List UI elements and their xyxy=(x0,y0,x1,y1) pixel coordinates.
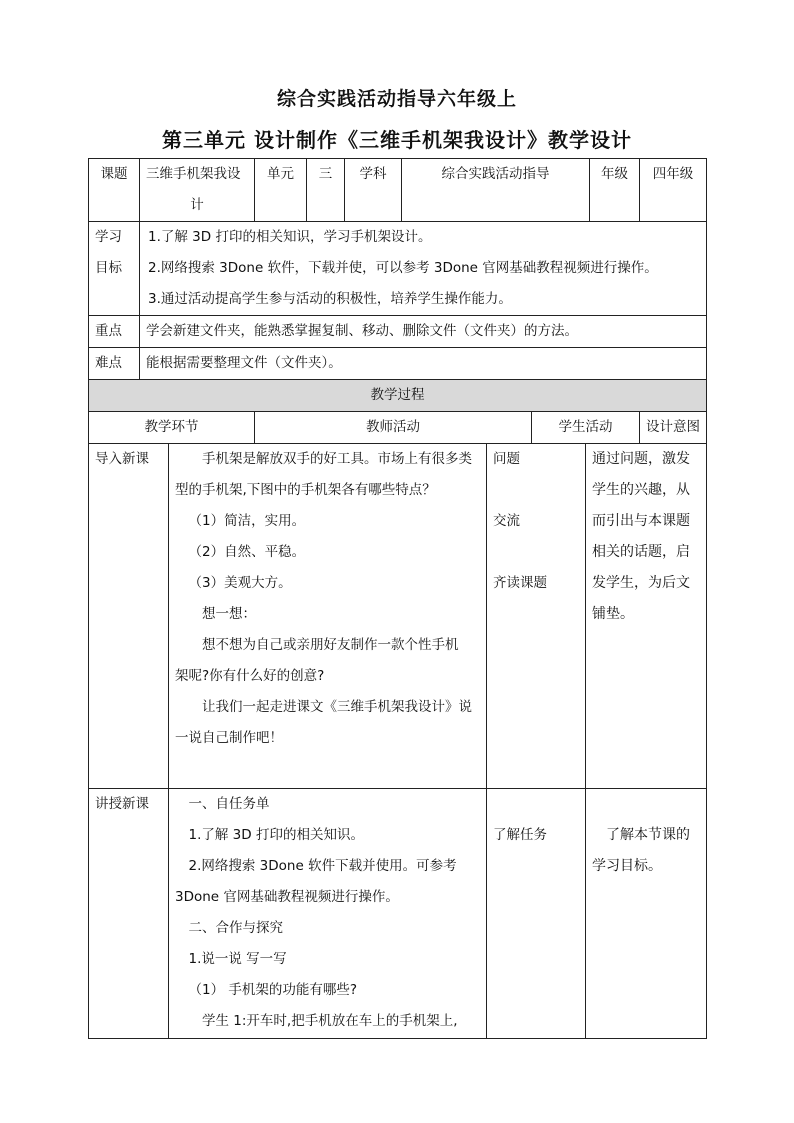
intro-teacher xyxy=(169,444,487,789)
student-activity: 问题 xyxy=(493,451,520,467)
teacher-line: 让我们一起走进课文《三维手机架我设计》说 xyxy=(202,699,472,715)
col-intent: 设计意图 xyxy=(640,412,707,444)
process-header: 教学过程 xyxy=(89,380,707,412)
intent-line: 了解本节课的 xyxy=(606,827,690,843)
section-intro-row xyxy=(89,444,707,789)
header-row xyxy=(89,159,707,222)
teacher-line: 2.网络搜索 3Done 软件下载并使用。可参考 xyxy=(188,858,457,874)
difficulty-label: 难点 xyxy=(89,348,140,380)
student-activity: 交流 xyxy=(493,513,520,529)
goal-item: 3.通过活动提高学生参与活动的积极性，培养学生操作能力。 xyxy=(148,291,512,307)
teacher-line: 一说自己制作吧！ xyxy=(175,730,283,746)
grade-value: 四年级 xyxy=(640,159,707,222)
new-student xyxy=(487,789,586,1039)
course-value-line1: 三维手机架我设 xyxy=(146,166,241,182)
goals-label xyxy=(89,222,140,316)
key-point-row xyxy=(89,316,707,348)
key-point-text: 学会新建文件夹，能熟悉掌握复制、移动、删除文件（文件夹）的方法。 xyxy=(140,316,707,348)
new-intent xyxy=(586,789,707,1039)
teacher-line: 3Done 官网基础教程视频进行操作。 xyxy=(175,889,399,905)
intro-intent xyxy=(586,444,707,789)
teacher-line: 一、自任务单 xyxy=(188,796,270,812)
intro-stage: 导入新课 xyxy=(89,444,169,789)
course-value xyxy=(140,159,255,222)
new-stage: 讲授新课 xyxy=(89,789,169,1039)
intro-student xyxy=(487,444,586,789)
teacher-line: （3）美观大方。 xyxy=(188,575,292,591)
intent-line: 学习目标。 xyxy=(592,858,662,874)
intent-line: 通过问题，激发 xyxy=(592,451,690,467)
teacher-line: 学生 1:开车时,把手机放在车上的手机架上, xyxy=(202,1013,458,1029)
teacher-line: 1.说一说 写一写 xyxy=(188,951,287,967)
intent-line: 学生的兴趣，从 xyxy=(592,482,690,498)
goal-item: 1.了解 3D 打印的相关知识，学习手机架设计。 xyxy=(148,229,432,245)
intent-line: 铺垫。 xyxy=(592,606,634,622)
grade-label: 年级 xyxy=(590,159,640,222)
teacher-line: 型的手机架,下图中的手机架各有哪些特点？ xyxy=(175,482,436,498)
column-header-row xyxy=(89,412,707,444)
teacher-line: 想一想： xyxy=(202,606,256,622)
difficulty-row xyxy=(89,348,707,380)
intent-line: 而引出与本课题 xyxy=(592,513,690,529)
teacher-line: 1.了解 3D 打印的相关知识。 xyxy=(188,827,364,843)
course-label: 课题 xyxy=(89,159,140,222)
new-teacher xyxy=(169,789,487,1039)
unit-value: 三 xyxy=(307,159,345,222)
process-header-row xyxy=(89,380,707,412)
goals-label-line1: 学习 xyxy=(95,229,122,245)
document-title: 综合实践活动指导六年级上 xyxy=(276,88,517,110)
goal-item: 2.网络搜索 3Done 软件，下载并使，可以参考 3Done 官网基础教程视频进行操作。 xyxy=(148,260,658,276)
difficulty-text: 能根据需要整理文件（文件夹）。 xyxy=(140,348,707,380)
goals-label-line2: 目标 xyxy=(95,260,122,276)
intent-line: 发学生，为后文 xyxy=(592,575,690,591)
student-activity: 了解任务 xyxy=(493,827,547,843)
goals-content xyxy=(140,222,707,316)
teacher-line: （1） 手机架的功能有哪些? xyxy=(188,982,358,998)
process-table xyxy=(88,443,707,1039)
col-teacher: 教师活动 xyxy=(255,412,532,444)
subject-label: 学科 xyxy=(345,159,402,222)
course-value-line2: 计 xyxy=(190,197,204,213)
teacher-line: （1）简洁，实用。 xyxy=(188,513,306,529)
teacher-line: （2）自然、平稳。 xyxy=(188,544,306,560)
section-new-row xyxy=(89,789,707,1039)
teacher-line: 想不想为自己或亲朋好友制作一款个性手机 xyxy=(202,637,459,653)
subject-value: 综合实践活动指导 xyxy=(402,159,590,222)
key-point-label: 重点 xyxy=(89,316,140,348)
teacher-line: 架呢?你有什么好的创意? xyxy=(175,668,325,684)
student-activity: 齐读课题 xyxy=(493,575,547,591)
teacher-line: 手机架是解放双手的好工具。市场上有很多类 xyxy=(202,451,472,467)
lesson-plan-table xyxy=(88,158,707,444)
lesson-title: 第三单元 设计制作《三维手机架我设计》教学设计 xyxy=(162,128,632,152)
goals-row xyxy=(89,222,707,316)
intent-line: 相关的话题，启 xyxy=(592,544,690,560)
col-stage: 教学环节 xyxy=(89,412,255,444)
unit-label: 单元 xyxy=(255,159,307,222)
col-student: 学生活动 xyxy=(532,412,640,444)
teacher-line: 二、合作与探究 xyxy=(188,920,283,936)
